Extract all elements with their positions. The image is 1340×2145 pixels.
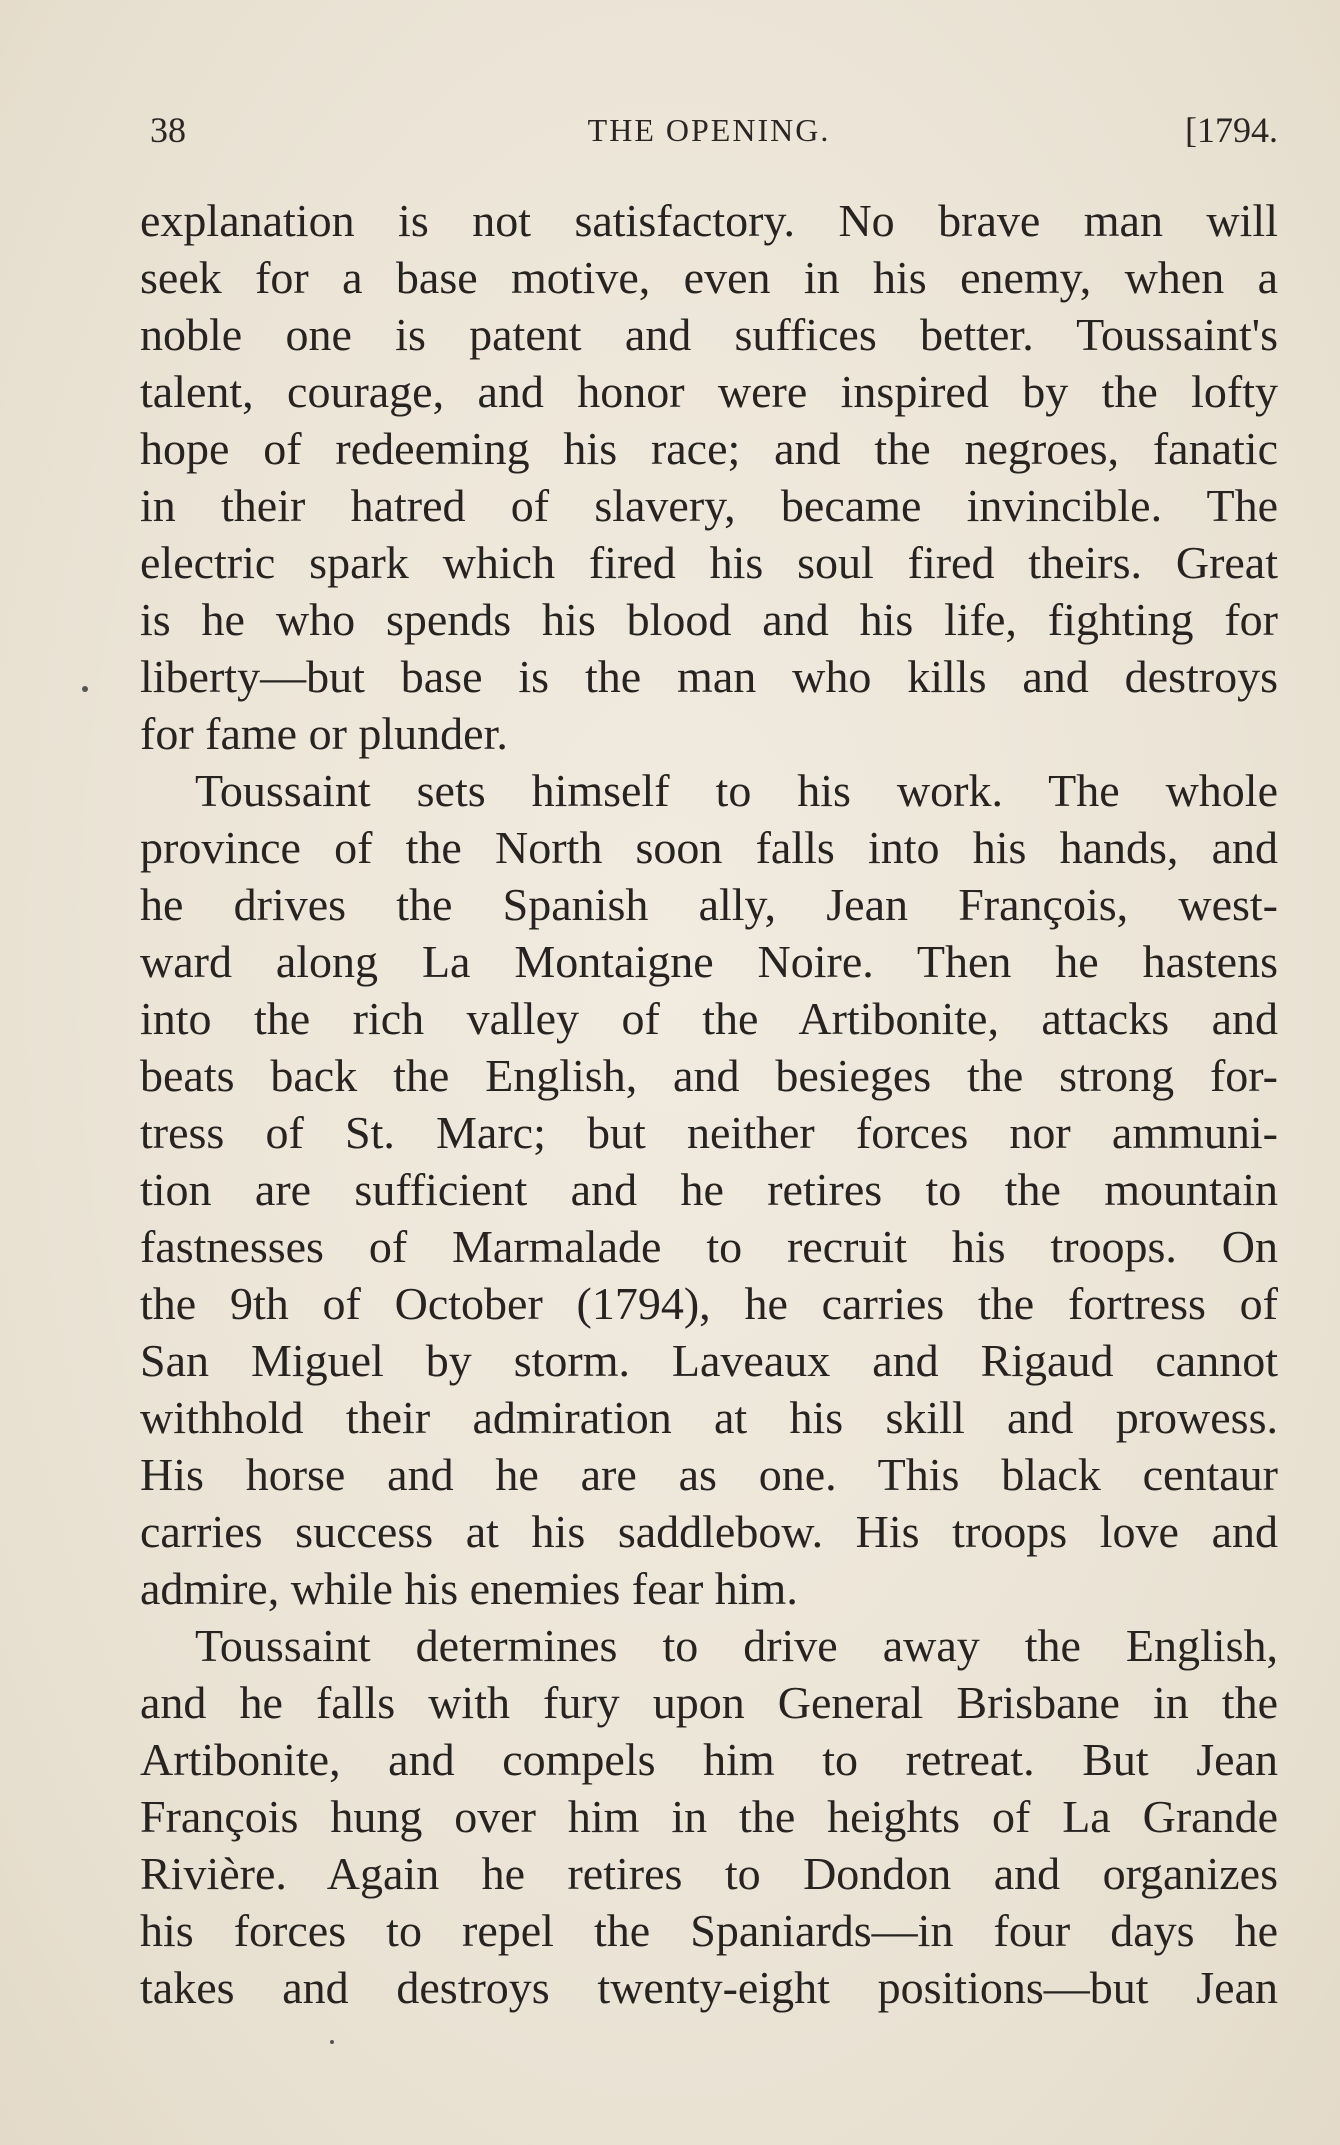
body-text	[140, 192, 1278, 2016]
text-line: and he falls with fury upon General Brisbane in the	[140, 1677, 1278, 1728]
text-line: the 9th of October (1794), he carries the fortress of	[140, 1278, 1278, 1329]
text-line: noble one is patent and suffices better. Toussaint's	[140, 309, 1278, 360]
text-line: tress of St. Marc; but neither forces nor ammuni-	[140, 1107, 1278, 1158]
text-line: his forces to repel the Spaniards—in four days he	[140, 1905, 1278, 1956]
paragraph-2	[140, 762, 1278, 1617]
text-line: His horse and he are as one. This black centaur	[140, 1449, 1278, 1500]
text-line: is he who spends his blood and his life, fighting for	[140, 594, 1278, 645]
paragraph-3	[140, 1617, 1278, 2016]
text-line: liberty—but base is the man who kills and destroys	[140, 651, 1278, 702]
text-line: province of the North soon falls into his hands, and	[140, 822, 1278, 873]
running-title: THE OPENING.	[587, 112, 831, 148]
text-line: San Miguel by storm. Laveaux and Rigaud cannot	[140, 1335, 1278, 1386]
running-header	[140, 100, 1278, 160]
text-line: explanation is not satisfactory. No brave man will	[140, 195, 1278, 246]
text-line: fastnesses of Marmalade to recruit his troops. On	[140, 1221, 1278, 1272]
text-line: talent, courage, and honor were inspired by the lofty	[140, 366, 1278, 417]
text-line: beats back the English, and besieges the strong for-	[140, 1050, 1278, 1101]
text-line: withhold their admiration at his skill and prowess.	[140, 1392, 1278, 1443]
page-number: 38	[150, 110, 186, 150]
text-line: carries success at his saddlebow. His troops love and	[140, 1506, 1278, 1557]
text-line: François hung over him in the heights of La Grande	[140, 1791, 1278, 1842]
text-line: in their hatred of slavery, became invincible. The	[140, 480, 1278, 531]
text-line: takes and destroys twenty-eight positions—but Jean	[140, 1962, 1278, 2013]
ink-speck	[330, 2040, 334, 2044]
text-line: into the rich valley of the Artibonite, attacks and	[140, 993, 1278, 1044]
text-line: Toussaint determines to drive away the English,	[195, 1620, 1278, 1671]
text-line: for fame or plunder.	[140, 708, 508, 759]
ink-speck	[82, 686, 88, 692]
text-line: Toussaint sets himself to his work. The whole	[195, 765, 1278, 816]
text-line: electric spark which fired his soul fired theirs. Great	[140, 537, 1278, 588]
text-line: hope of redeeming his race; and the negroes, fanatic	[140, 423, 1278, 474]
text-line: Rivière. Again he retires to Dondon and organizes	[140, 1848, 1278, 1899]
text-line: he drives the Spanish ally, Jean François, west-	[140, 879, 1278, 930]
text-line: tion are sufficient and he retires to the mountain	[140, 1164, 1278, 1215]
paragraph-1	[140, 192, 1278, 762]
text-line: seek for a base motive, even in his enemy, when a	[140, 252, 1278, 303]
text-line: admire, while his enemies fear him.	[140, 1563, 798, 1614]
header-year: [1794.	[1185, 110, 1278, 150]
text-line: ward along La Montaigne Noire. Then he hastens	[140, 936, 1278, 987]
text-line: Artibonite, and compels him to retreat. But Jean	[140, 1734, 1278, 1785]
